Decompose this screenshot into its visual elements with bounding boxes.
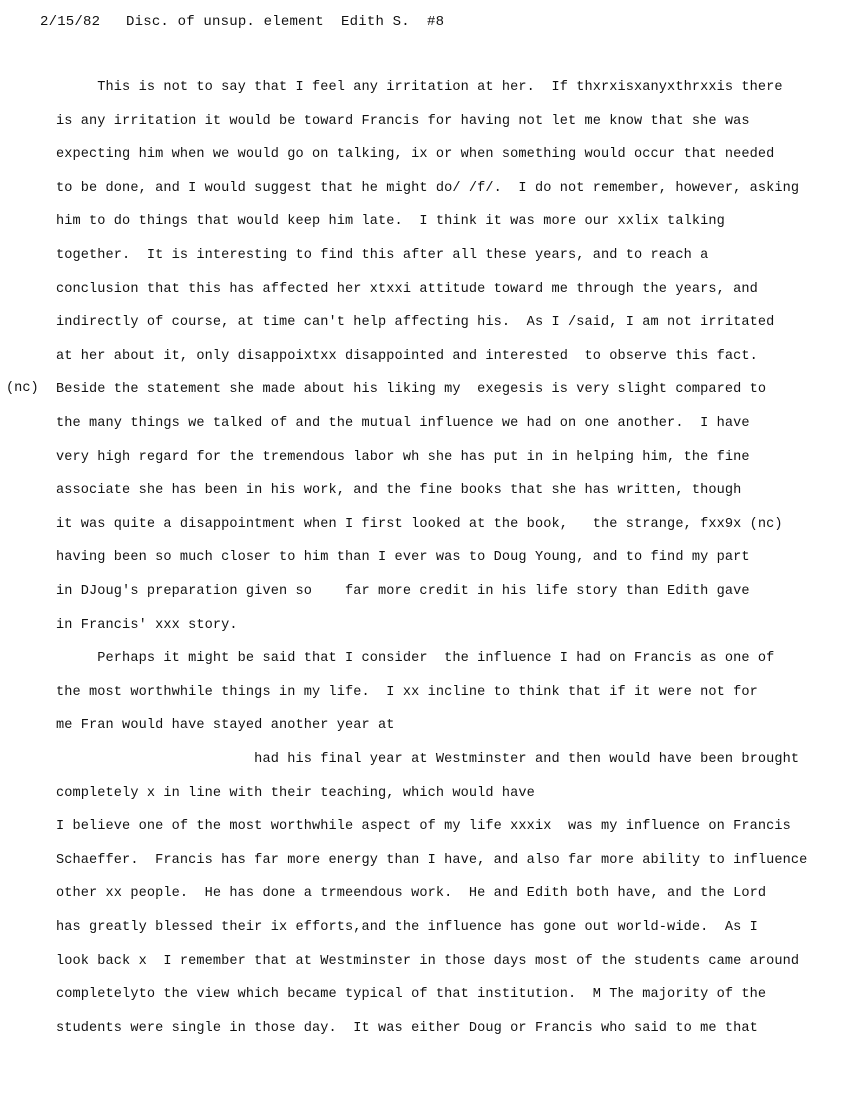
margin-note: (nc) bbox=[6, 381, 39, 397]
text-line: it was quite a disappointment when I first looked at the book, the strange, fxx9x (nc) bbox=[56, 516, 783, 532]
text-line: conclusion that this has affected her xtxxi attitude toward me through the years, and bbox=[56, 281, 758, 297]
text-line: I believe one of the most worthwhile aspect of my life xxxix was my influence on Francis bbox=[56, 819, 791, 835]
text-line: look back x I remember that at Westminster in those days most of the students came around bbox=[56, 953, 800, 969]
text-line: has greatly blessed their ix efforts,and the influence has gone out world-wide. As I bbox=[56, 920, 758, 935]
text-line: having been so much closer to him than I ever was to Doug Young, and to find my part bbox=[56, 550, 750, 566]
text-line: had his final year at Westminster and then would have been brought bbox=[56, 752, 800, 767]
text-line: Beside the statement she made about his liking my exegesis is very slight compared to bbox=[56, 382, 767, 398]
text-line: indirectly of course, at time can't help affecting his. As I /said, I am not irritated bbox=[56, 315, 775, 331]
text-line: Perhaps it might be said that I consider the influence I had on Francis as one of bbox=[56, 651, 775, 667]
text-line: to be done, and I would suggest that he might do/ /f/. I do not remember, however, asking bbox=[56, 180, 800, 196]
text-line: at her about it, only disappoixtxx disappointed and interested to observe this fact. bbox=[56, 348, 758, 364]
text-line: is any irritation it would be toward Francis for having not let me know that she was bbox=[56, 113, 750, 129]
text-line: the many things we talked of and the mutual influence we had on one another. I have bbox=[56, 416, 750, 431]
text-line: very high regard for the tremendous labor wh she has put in in helping him, the fine bbox=[56, 449, 750, 465]
text-line: expecting him when we would go on talking, ix or when something would occur that needed bbox=[56, 147, 775, 163]
text-line: the most worthwhile things in my life. I xx incline to think that if it were not for bbox=[56, 684, 758, 700]
text-line: him to do things that would keep him late. I think it was more our xxlix talking bbox=[56, 214, 725, 230]
text-line: associate she has been in his work, and the fine books that she has written, though bbox=[56, 483, 742, 499]
text-line: in DJoug's preparation given so far more credit in his life story than Edith gave bbox=[56, 584, 750, 599]
text-line: completelyto the view which became typical of that institution. M The majority of the bbox=[56, 987, 767, 1003]
text-line: completely x in line with their teaching, which would have bbox=[56, 785, 535, 801]
text-line: Schaeffer. Francis has far more energy than I have, and also far more ability to influence bbox=[56, 852, 808, 868]
text-line: me Fran would have stayed another year at bbox=[56, 718, 395, 734]
page-header: 2/15/82 Disc. of unsup. element Edith S. #8 bbox=[40, 14, 445, 30]
text-line: other xx people. He has done a trmeendous work. He and Edith both have, and the Lord bbox=[56, 886, 767, 902]
text-line: This is not to say that I feel any irritation at her. If thxrxisxanyxthrxxis there bbox=[56, 80, 783, 95]
text-line: together. It is interesting to find this after all these years, and to reach a bbox=[56, 248, 709, 263]
text-line: students were single in those day. It was either Doug or Francis who said to me that bbox=[56, 1020, 758, 1036]
text-line: in Francis' xxx story. bbox=[56, 617, 238, 633]
